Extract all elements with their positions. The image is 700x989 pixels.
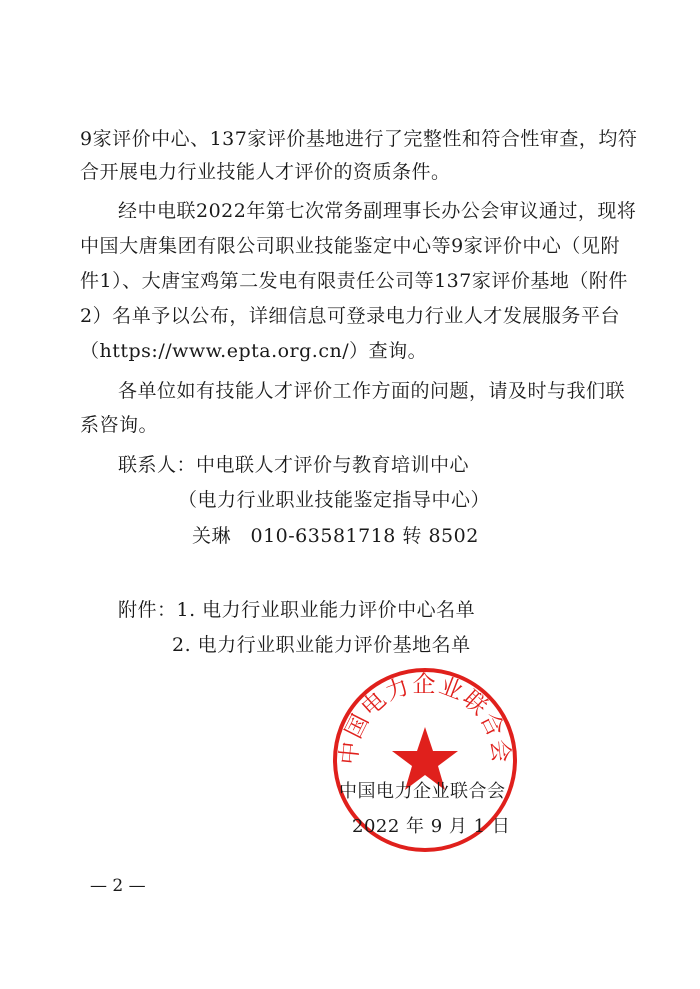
contact-person: 关琳 010-63581718 转 8502 <box>192 525 479 547</box>
contact-department: （电力行业职业技能鉴定指导中心） <box>178 489 491 511</box>
page-number: — 2 — <box>90 876 146 896</box>
body-line: 合开展电力行业技能人才评价的资质条件。 <box>80 161 451 183</box>
body-line: 中国大唐集团有限公司职业技能鉴定中心等9家评价中心（见附 <box>80 235 620 257</box>
body-line: 9家评价中心、137家评价基地进行了完整性和符合性审查，均符 <box>80 128 638 150</box>
body-line: 件1）、大唐宝鸡第二发电有限责任公司等137家评价基地（附件 <box>80 270 628 292</box>
body-line: 2）名单予以公布，详细信息可登录电力行业人才发展服务平台 <box>80 305 620 327</box>
body-line: 各单位如有技能人才评价工作方面的问题，请及时与我们联 <box>118 380 626 402</box>
body-line: （https://www.epta.org.cn/）查询。 <box>80 340 428 362</box>
body-line: 系咨询。 <box>80 414 159 436</box>
seal-text-path: 中国电力企业联合会 <box>336 671 514 766</box>
signature-organization: 中国电力企业联合会 <box>339 781 506 802</box>
attachment-item-1: 附件：1. 电力行业职业能力评价中心名单 <box>118 599 476 621</box>
body-line: 经中电联2022年第七次常务副理事长办公会审议通过，现将 <box>118 200 637 222</box>
attachment-item-2: 2. 电力行业职业能力评价基地名单 <box>172 634 471 656</box>
contact-label: 联系人：中电联人才评价与教育培训中心 <box>118 454 470 476</box>
signature-date: 2022 年 9 月 1 日 <box>352 816 511 837</box>
